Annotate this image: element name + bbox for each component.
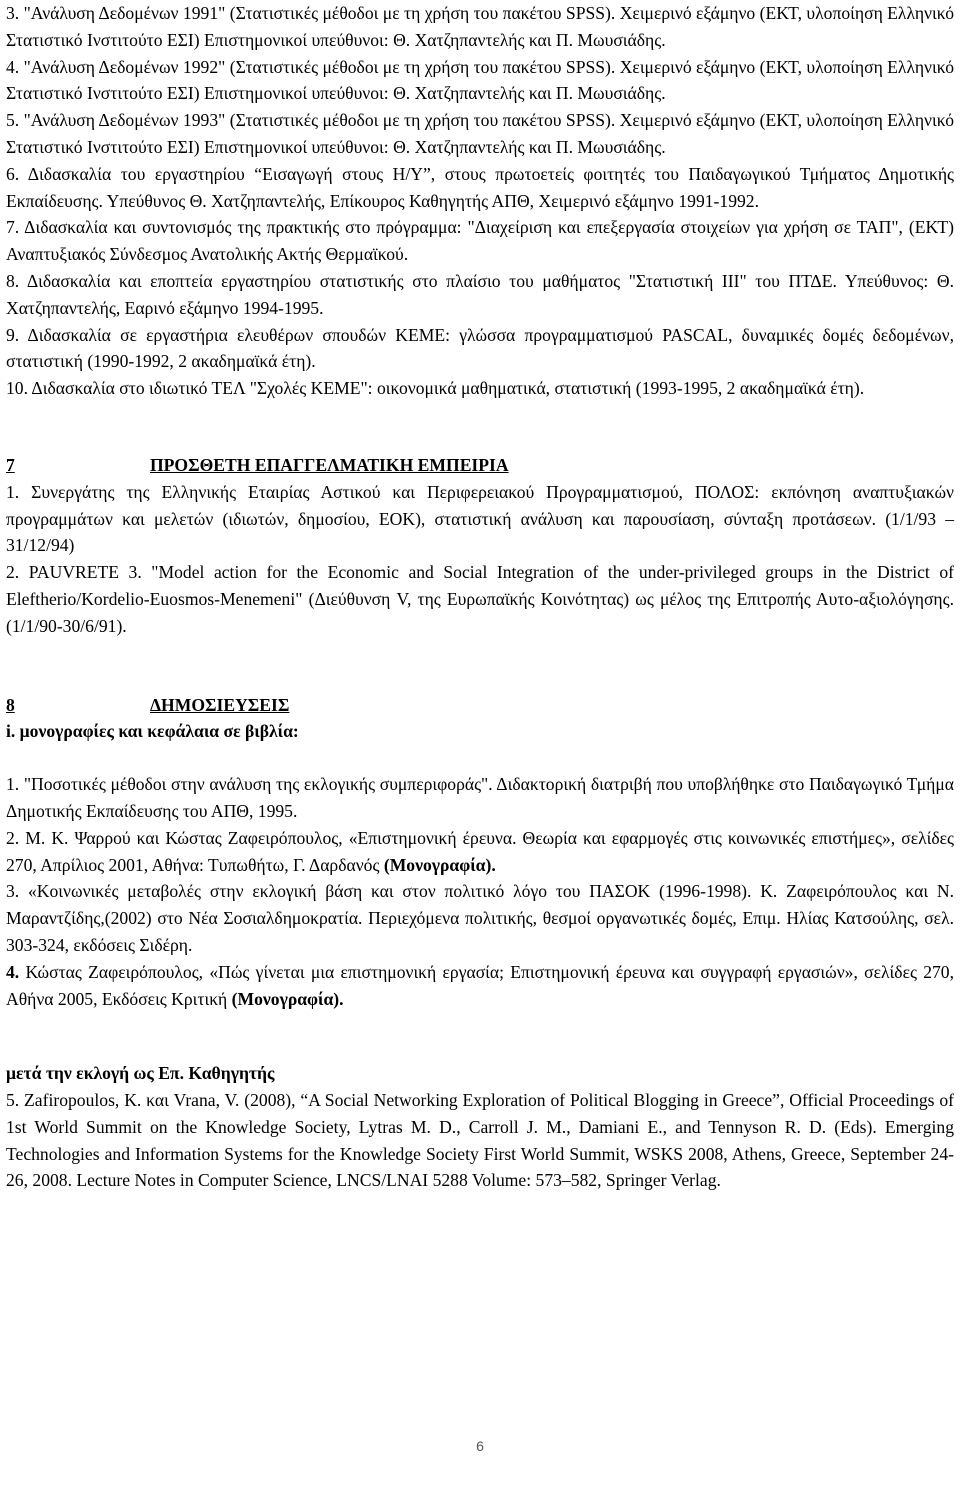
list-item: 4. "Ανάλυση Δεδομένων 1992" (Στατιστικές μέθοδοι με τη χρήση του πακέτου SPSS). Χειμερινό εξάμηνο (ΕΚΤ, υλοποίηση Ελληνικό Στατιστικό Ινστιτούτο ΕΣΙ) Επιστημονικοί υπεύθυνοι: Θ. Χατζηπαντελής και Π. Μωυσιάδης. (6, 56, 954, 104)
list-item: 6. Διδασκαλία του εργαστηρίου “Εισαγωγή στους Η/Υ”, στους πρωτοετείς φοιτητές του Παιδαγωγικού Τμήματος Δημοτικής Εκπαίδευσης. Υπεύθυνος Θ. Χατζηπαντελής, Επίκουρος Καθηγητής ΑΠΘ, Χειμερινό εξάμηνο 1991-1992. (6, 163, 954, 211)
section-number: 8 (6, 694, 15, 715)
after-election-heading: μετά την εκλογή ως Επ. Καθηγητής (6, 1063, 275, 1084)
list-item: 2. PAUVRETE 3. "Model action for the Economic and Social Integration of the under-privileged groups in the District of Eleftherio/Kordelio-Euosmos-Menemeni" (Διεύθυνση V, της Ευρωπαϊκής Κοινότητας) ως μέλος της Επιτροπής Αυτο-αξιολόγησης. (1/1/90-30/6/91). (6, 562, 954, 636)
section-8-heading (6, 692, 954, 719)
publication-item: 4. Κώστας Ζαφειρόπουλος, «Πώς γίνεται μια επιστημονική εργασία; Επιστημονική έρευνα και συγγραφή εργασιών», σελίδες 270, Αθήνα 2005, Εκδόσεις Κριτική (Μονογραφία). (6, 961, 954, 1009)
publication-item: 1. "Ποσοτικές μέθοδοι στην ανάλυση της εκλογικής συμπεριφοράς". Διδακτορική διατριβή που υποβλήθηκε στο Παιδαγωγικό Τμήμα Δημοτικής Εκπαίδευσης του ΑΠΘ, 1995. (6, 774, 954, 821)
list-item: 7. Διδασκαλία και συντονισμός της πρακτικής στο πρόγραμμα: "Διαχείριση και επεξεργασία στοιχείων για χρήση σε ΤΑΠ", (ΕΚΤ) Αναπτυξιακός Σύνδεσμος Ανατολικής Ακτής Θερμαϊκού. (6, 217, 954, 265)
publication-item: 3. «Κοινωνικές μεταβολές στην εκλογική βάση και στον πολιτικό λόγο του ΠΑΣΟΚ (1996-1998). Κ. Ζαφειρόπουλος και Ν. Μαραντζίδης,(2002) στο Νέα Σοσιαλδημοκρατία. Περιεχόμενα πολιτικής, θεσμοί οργανωτικές δομές, Επιμ. Ηλίας Κατσούλης, σελ. 303-324, εκδόσεις Σιδέρη. (6, 881, 954, 955)
publication-item: 2. Μ. Κ. Ψαρρού και Κώστας Ζαφειρόπουλος, «Επιστημονική έρευνα. Θεωρία και εφαρμογές στις κοινωνικές επιστήμες», σελίδες 270, Απρίλιος 2001, Αθήνα: Τυπωθήτω, Γ. Δαρδανός (Μονογραφία). (6, 827, 954, 875)
subsection-heading: i. μονογραφίες και κεφάλαια σε βιβλία: (6, 721, 299, 742)
list-item: 5. "Ανάλυση Δεδομένων 1993" (Στατιστικές μέθοδοι με τη χρήση του πακέτου SPSS). Χειμερινό εξάμηνο (ΕΚΤ, υλοποίηση Ελληνικό Στατιστικό Ινστιτούτο ΕΣΙ) Επιστημονικοί υπεύθυνοι: Θ. Χατζηπαντελής και Π. Μωυσιάδης. (6, 110, 954, 157)
section-title: ΔΗΜΟΣΙΕΥΣΕΙΣ (150, 694, 290, 715)
list-item: 1. Συνεργάτης της Ελληνικής Εταιρίας Αστικού και Περιφερειακού Προγραμματισμού, ΠΟΛΟΣ: εκπόνηση αναπτυξιακών προγραμμάτων και μελετών (ιδιωτών, δημοσίου, ΕΟΚ), στατιστική ανάλυση και παρουσίαση, σύνταξη προτάσεων. (1/1/93 – 31/12/94) (6, 481, 954, 556)
list-item: 8. Διδασκαλία και εποπτεία εργαστηρίου στατιστικής στο πλαίσιο του μαθήματος "Στατιστική ΙΙΙ" του ΠΤΔΕ. Υπεύθυνος: Θ. Χατζηπαντελής, Εαρινό εξάμηνο 1994-1995. (6, 270, 954, 318)
list-item: 9. Διδασκαλία σε εργαστήρια ελευθέρων σπουδών ΚΕΜΕ: γλώσσα προγραμματισμού PASCAL, δυναμικές δομές δεδομένων, στατιστική (1990-1992, 2 ακαδημαϊκά έτη). (6, 324, 954, 372)
list-item: 10. Διδασκαλία στο ιδιωτικό ΤΕΛ "Σχολές ΚΕΜΕ": οικονομικά μαθηματικά, στατιστική (1993-1995, 2 ακαδημαϊκά έτη). (6, 378, 865, 399)
publication-item: 5. Zafiropoulos, K. και Vrana, V. (2008), “A Social Networking Exploration of Political Blogging in Greece”, Official Proceedings of 1st World Summit on the Knowledge Society, Lytras M. D., Carroll J. M., Damiani E., and Tennyson R. D. (Eds). Emerging Technologies and Information Systems for the Knowledge Society First World Summit, WSKS 2008, Athens, Greece, September 24-26, 2008. Lecture Notes in Computer Science, LNCS/LNAI 5288 Volume: 573–582, Springer Verlag. (6, 1090, 954, 1191)
document-page (6, 0, 954, 1194)
list-item: 3. "Ανάλυση Δεδομένων 1991" (Στατιστικές μέθοδοι με τη χρήση του πακέτου SPSS). Χειμερινό εξάμηνο (ΕΚΤ, υλοποίηση Ελληνικό Στατιστικό Ινστιτούτο ΕΣΙ) Επιστημονικοί υπεύθυνοι: Θ. Χατζηπαντελής και Π. Μωυσιάδης. (6, 3, 954, 50)
page-number: 6 (476, 1438, 484, 1454)
teaching-list (6, 0, 954, 402)
section-7-heading (6, 452, 954, 479)
section-number: 7 (6, 454, 15, 475)
section-title: ΠΡΟΣΘΕΤΗ ΕΠΑΓΓΕΛΜΑΤΙΚΗ ΕΜΠΕΙΡΙΑ (150, 454, 509, 475)
